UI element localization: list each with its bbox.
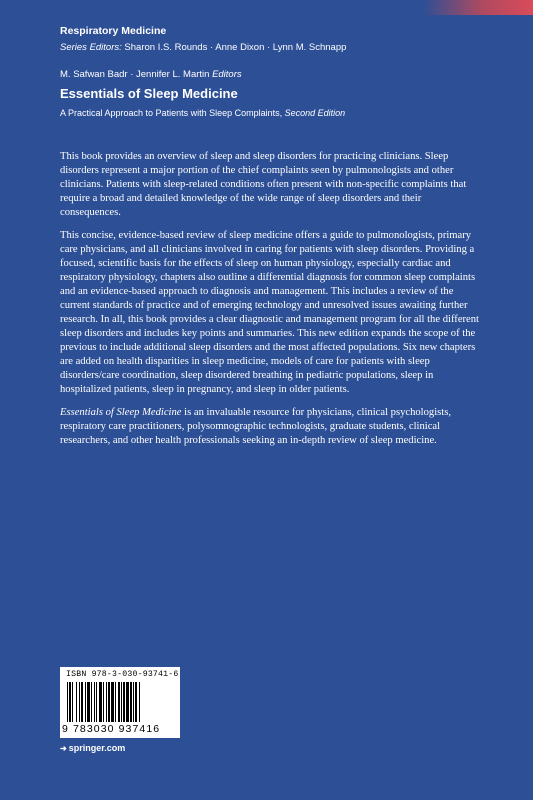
barcode-bar <box>85 682 86 722</box>
barcode-bar <box>126 682 129 722</box>
isbn-number: ISBN 978-3-030-93741-6 <box>66 670 179 679</box>
barcode-bar <box>130 682 132 722</box>
barcode-bar <box>103 682 104 722</box>
blurb-paragraph-1: This book provides an overview of sleep and sleep disorders for practicing clinicians. Sleep disorders represent a major portion of the chief complaints seen by pulmonologists and other clinicians. Patients with sleep-related conditions often present with non-specific complaints that require a broad and detailed knowledge of the wide range of sleep disorders and their consequences. <box>60 151 467 218</box>
barcode-bar <box>81 682 83 722</box>
barcode-bar <box>76 682 77 722</box>
barcode-bar <box>135 682 137 722</box>
book-title: Essentials of Sleep Medicine <box>60 86 238 101</box>
blurb-paragraph-2: This concise, evidence-based review of sleep medicine offers a guide to pulmonologists, primary care physicians, and all clinicians involved in caring for patients with sleep disorders. Providing a focused, scientific basis for the effects of sleep on human physiology, especially cardiac and respiratory physiology, chapters also outline a differential diagnosis for common sleep complaints and an evidence-based approach to diagnosis and management. This includes a review of the current standards of practice and of emerging technology and unresolved issues awaiting further research. In all, this book provides a clear diagnostic and management program for all the different sleep disorders and includes key points and summaries. This new edition expands the scope of the previous to include additional sleep disorders and the most affected populations. Six new chapters are added on health disparities in sleep medicine, models of care for patients with sleep disorders/care coordination, sleep disordered breathing in pediatric populations, sleep in hospitalized patients, sleep in pregnancy, and sleep in older patients. <box>60 230 479 395</box>
barcode-bar <box>121 682 122 722</box>
barcode-bar <box>91 682 92 722</box>
series-title: Respiratory Medicine <box>60 25 167 37</box>
arrow-right-icon: ➜ <box>60 744 67 753</box>
barcode-bar <box>87 682 90 722</box>
back-cover-blurb <box>60 150 480 457</box>
book-editors-label: Editors <box>212 69 242 80</box>
barcode-bar <box>133 682 134 722</box>
corner-accent-stripe <box>423 0 533 15</box>
book-subtitle: A Practical Approach to Patients with Sleep Complaints, <box>60 108 283 118</box>
barcode-bar <box>139 682 140 722</box>
barcode-bar <box>108 682 110 722</box>
barcode-bar <box>106 682 107 722</box>
blurb-paragraph-3 <box>60 406 480 448</box>
barcode-bar <box>111 682 114 722</box>
book-subtitle-line <box>60 107 345 119</box>
barcode-bar <box>79 682 80 722</box>
barcode-bar <box>96 682 97 722</box>
series-editors-names: Sharon I.S. Rounds · Anne Dixon · Lynn M. Schnapp <box>124 42 347 53</box>
publisher-link[interactable] <box>60 743 125 753</box>
isbn-barcode <box>60 667 180 738</box>
barcode-bar <box>67 682 68 722</box>
barcode-bar <box>69 682 71 722</box>
barcode-bar <box>118 682 120 722</box>
barcode-bar <box>123 682 125 722</box>
book-editors-line <box>60 69 242 81</box>
series-header <box>60 24 346 55</box>
series-editors-label: Series Editors: <box>60 42 122 53</box>
book-edition: Second Edition <box>284 108 346 118</box>
barcode-bar <box>115 682 116 722</box>
blurb-paragraph-3-text: is an invaluable resource for physicians, clinical psychologists, respiratory care practitioners, polysomnographic technologists, graduate students, clinical researchers, and other health professionals seeking an in-depth review of sleep medicine. <box>60 407 451 446</box>
series-editors-line <box>60 41 346 55</box>
publisher-url: springer.com <box>68 743 126 753</box>
blurb-book-title: Essentials of Sleep Medicine <box>60 407 182 418</box>
barcode-bars <box>67 682 173 722</box>
barcode-bar <box>94 682 95 722</box>
barcode-bar <box>99 682 102 722</box>
barcode-digits: 9 783030 937416 <box>62 723 161 735</box>
barcode-bar <box>72 682 73 722</box>
book-editors-names: M. Safwan Badr · Jennifer L. Martin <box>60 69 210 80</box>
